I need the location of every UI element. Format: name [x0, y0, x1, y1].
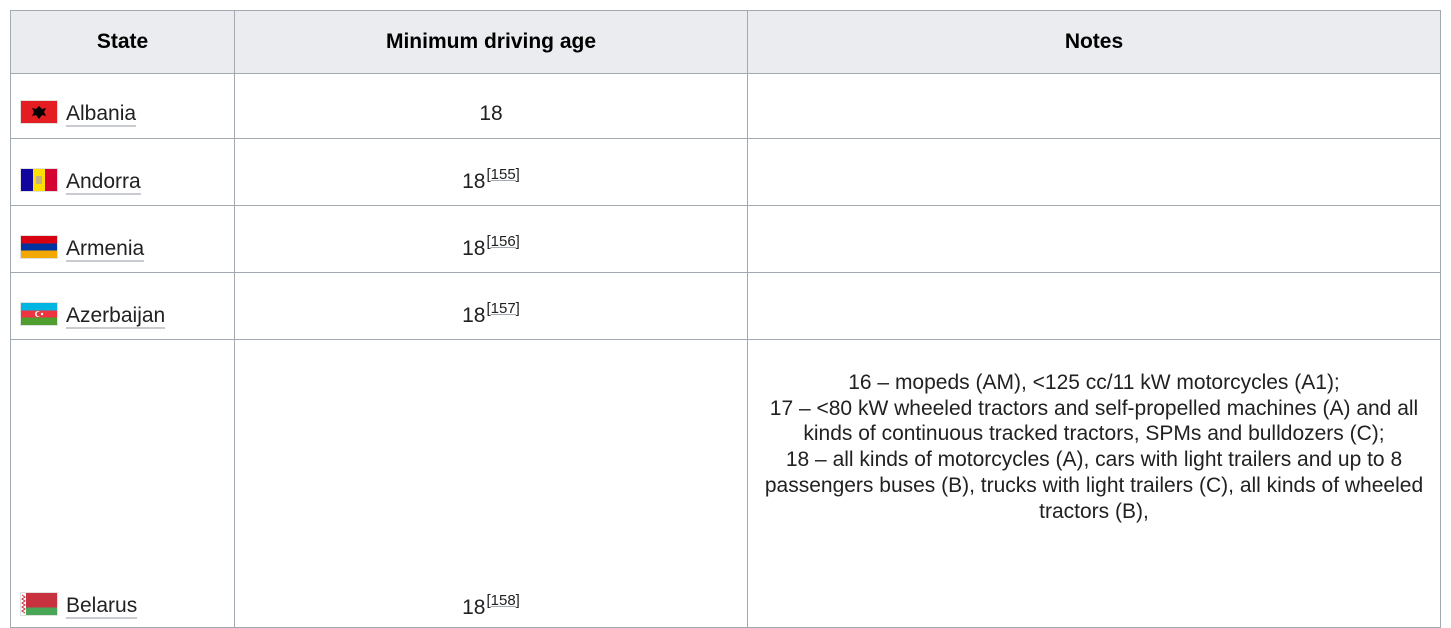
notes-text: 16 – mopeds (AM), <125 cc/11 kW motorcycles (A1); 17 – <80 kW wheeled tractors and self-propelled machines (A) and all kinds of continuous tracked tractors, SPMs and bulldozers (C); 18 – all kinds of motorcycles (A), cars with light trailers and up to 8 passengers buses (B), trucks with light trailers (C), all kinds of wheeled tractors (B), — [764, 371, 1424, 523]
reference-link[interactable]: [156] — [486, 233, 520, 250]
reference-link[interactable]: [155] — [486, 166, 520, 183]
notes-cell — [748, 273, 1441, 340]
country-link-armenia[interactable]: Armenia — [66, 237, 145, 260]
state-cell — [11, 74, 235, 139]
notes-cell — [748, 139, 1441, 206]
state-cell — [11, 139, 235, 206]
table-row — [11, 139, 1441, 206]
table-row — [11, 74, 1441, 139]
notes-cell — [748, 340, 1441, 628]
notes-cell — [748, 74, 1441, 139]
belarus-flag-icon — [20, 592, 58, 616]
armenia-flag-icon — [20, 235, 58, 259]
reference-link[interactable]: [158] — [486, 592, 520, 609]
age-cell — [235, 139, 748, 206]
header-notes[interactable]: Notes — [748, 11, 1441, 74]
age-value: 18 — [462, 237, 486, 260]
state-cell — [11, 340, 235, 628]
country-link-azerbaijan[interactable]: Azerbaijan — [66, 304, 166, 327]
reference-link[interactable]: [157] — [486, 300, 520, 317]
table-row — [11, 206, 1441, 273]
state-cell — [11, 206, 235, 273]
country-link-andorra[interactable]: Andorra — [66, 170, 141, 193]
age-cell — [235, 206, 748, 273]
notes-cell — [748, 206, 1441, 273]
albania-flag-icon — [20, 100, 58, 124]
header-state[interactable]: State — [11, 11, 235, 74]
age-value: 18 — [462, 304, 486, 327]
age-cell — [235, 340, 748, 628]
age-value: 18 — [462, 170, 486, 193]
age-cell — [235, 273, 748, 340]
age-cell — [235, 74, 748, 139]
table-row — [11, 340, 1441, 628]
andorra-flag-icon — [20, 168, 58, 192]
azerbaijan-flag-icon — [20, 302, 58, 326]
age-value: 18 — [479, 102, 503, 125]
age-value: 18 — [462, 596, 486, 619]
header-minimum-driving-age[interactable]: Minimum driving age — [235, 11, 748, 74]
country-link-albania[interactable]: Albania — [66, 102, 137, 125]
country-link-belarus[interactable]: Belarus — [66, 594, 138, 617]
table-row — [11, 273, 1441, 340]
driving-age-table — [10, 10, 1441, 628]
state-cell — [11, 273, 235, 340]
header-row — [11, 11, 1441, 74]
